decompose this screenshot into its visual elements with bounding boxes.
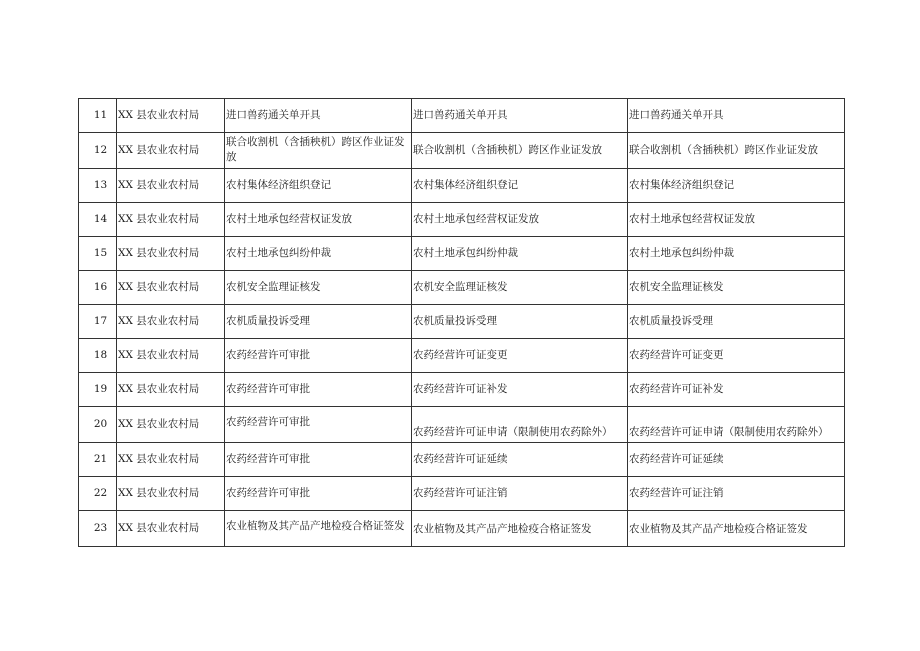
main-item-cell: 农药经营许可审批 bbox=[225, 373, 412, 407]
handling-item-cell: 联合收割机（含插秧机）跨区作业证发放 bbox=[628, 133, 845, 169]
main-item-cell: 农村土地承包纠纷仲裁 bbox=[225, 237, 412, 271]
row-number: 23 bbox=[79, 511, 117, 547]
sub-item-cell: 进口兽药通关单开具 bbox=[412, 99, 628, 133]
main-item-cell: 农村土地承包经营权证发放 bbox=[225, 203, 412, 237]
main-item-cell: 农药经营许可审批 bbox=[225, 407, 412, 443]
handling-item-cell: 农药经营许可证延续 bbox=[628, 443, 845, 477]
main-item-cell: 农药经营许可审批 bbox=[225, 477, 412, 511]
department-cell: XX 县农业农村局 bbox=[117, 99, 225, 133]
handling-item-cell: 农药经营许可证申请（限制使用农药除外） bbox=[628, 407, 845, 443]
sub-item-cell: 农村集体经济组织登记 bbox=[412, 169, 628, 203]
sub-item-cell: 农药经营许可证变更 bbox=[412, 339, 628, 373]
sub-item-cell: 农药经营许可证申请（限制使用农药除外） bbox=[412, 407, 628, 443]
service-items-table bbox=[78, 98, 845, 547]
department-cell: XX 县农业农村局 bbox=[117, 305, 225, 339]
handling-item-cell: 进口兽药通关单开具 bbox=[628, 99, 845, 133]
table-row bbox=[79, 133, 845, 169]
table-row bbox=[79, 339, 845, 373]
main-item-cell: 农药经营许可审批 bbox=[225, 443, 412, 477]
row-number: 17 bbox=[79, 305, 117, 339]
main-item-cell: 农机安全监理证核发 bbox=[225, 271, 412, 305]
row-number: 11 bbox=[79, 99, 117, 133]
handling-item-cell: 农药经营许可证变更 bbox=[628, 339, 845, 373]
row-number: 18 bbox=[79, 339, 117, 373]
row-number: 12 bbox=[79, 133, 117, 169]
sub-item-cell: 农村土地承包纠纷仲裁 bbox=[412, 237, 628, 271]
sub-item-cell: 农机质量投诉受理 bbox=[412, 305, 628, 339]
row-number: 21 bbox=[79, 443, 117, 477]
table-row bbox=[79, 443, 845, 477]
department-cell: XX 县农业农村局 bbox=[117, 203, 225, 237]
row-number: 13 bbox=[79, 169, 117, 203]
main-item-cell: 联合收割机（含插秧机）跨区作业证发放 bbox=[225, 133, 412, 169]
row-number: 22 bbox=[79, 477, 117, 511]
department-cell: XX 县农业农村局 bbox=[117, 169, 225, 203]
department-cell: XX 县农业农村局 bbox=[117, 237, 225, 271]
main-item-cell: 农村集体经济组织登记 bbox=[225, 169, 412, 203]
department-cell: XX 县农业农村局 bbox=[117, 133, 225, 169]
department-cell: XX 县农业农村局 bbox=[117, 511, 225, 547]
row-number: 16 bbox=[79, 271, 117, 305]
row-number: 15 bbox=[79, 237, 117, 271]
department-cell: XX 县农业农村局 bbox=[117, 443, 225, 477]
handling-item-cell: 农村集体经济组织登记 bbox=[628, 169, 845, 203]
handling-item-cell: 农村土地承包纠纷仲裁 bbox=[628, 237, 845, 271]
table-row bbox=[79, 373, 845, 407]
department-cell: XX 县农业农村局 bbox=[117, 339, 225, 373]
sub-item-cell: 农药经营许可证延续 bbox=[412, 443, 628, 477]
handling-item-cell: 农业植物及其产品产地检疫合格证签发 bbox=[628, 511, 845, 547]
table-row bbox=[79, 169, 845, 203]
table-row bbox=[79, 477, 845, 511]
row-number: 19 bbox=[79, 373, 117, 407]
table-row bbox=[79, 511, 845, 547]
table-row bbox=[79, 237, 845, 271]
handling-item-cell: 农机安全监理证核发 bbox=[628, 271, 845, 305]
handling-item-cell: 农药经营许可证注销 bbox=[628, 477, 845, 511]
main-item-cell: 农药经营许可审批 bbox=[225, 339, 412, 373]
main-item-cell: 农机质量投诉受理 bbox=[225, 305, 412, 339]
department-cell: XX 县农业农村局 bbox=[117, 477, 225, 511]
handling-item-cell: 农药经营许可证补发 bbox=[628, 373, 845, 407]
handling-item-cell: 农机质量投诉受理 bbox=[628, 305, 845, 339]
department-cell: XX 县农业农村局 bbox=[117, 373, 225, 407]
sub-item-cell: 农机安全监理证核发 bbox=[412, 271, 628, 305]
sub-item-cell: 农药经营许可证注销 bbox=[412, 477, 628, 511]
table-row bbox=[79, 99, 845, 133]
row-number: 20 bbox=[79, 407, 117, 443]
sub-item-cell: 农业植物及其产品产地检疫合格证签发 bbox=[412, 511, 628, 547]
table-row bbox=[79, 271, 845, 305]
main-item-cell: 农业植物及其产品产地检疫合格证签发 bbox=[225, 511, 412, 547]
handling-item-cell: 农村土地承包经营权证发放 bbox=[628, 203, 845, 237]
sub-item-cell: 农药经营许可证补发 bbox=[412, 373, 628, 407]
table-row bbox=[79, 203, 845, 237]
sub-item-cell: 农村土地承包经营权证发放 bbox=[412, 203, 628, 237]
department-cell: XX 县农业农村局 bbox=[117, 407, 225, 443]
department-cell: XX 县农业农村局 bbox=[117, 271, 225, 305]
row-number: 14 bbox=[79, 203, 117, 237]
sub-item-cell: 联合收割机（含插秧机）跨区作业证发放 bbox=[412, 133, 628, 169]
main-item-cell: 进口兽药通关单开具 bbox=[225, 99, 412, 133]
table-row bbox=[79, 305, 845, 339]
table-row bbox=[79, 407, 845, 443]
